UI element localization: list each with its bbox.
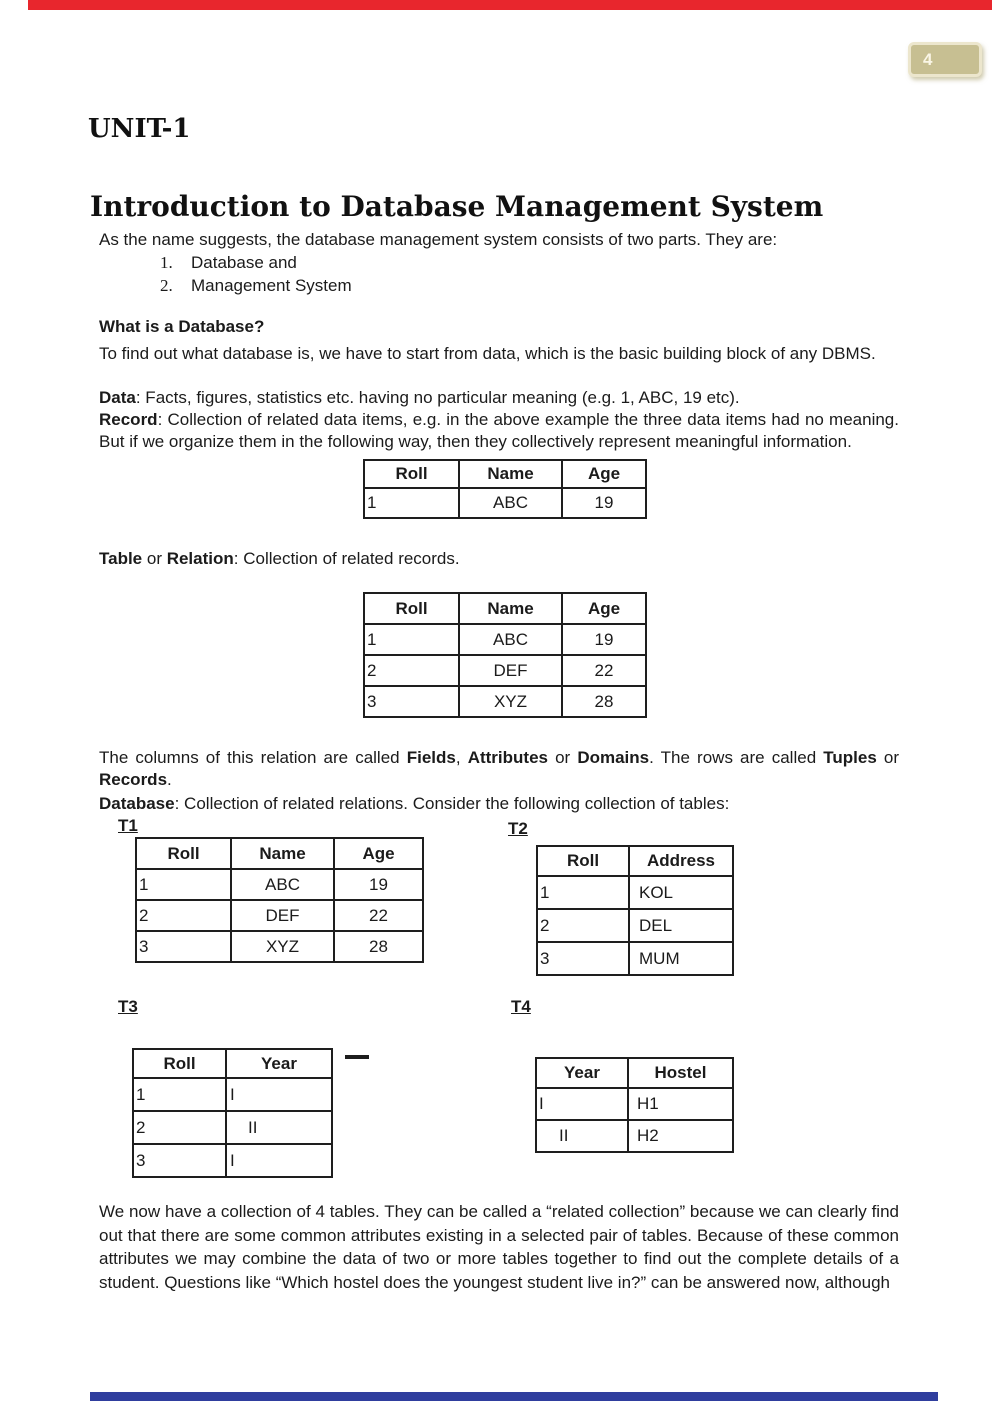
- table-cell: H1: [628, 1088, 733, 1120]
- table-cell: 19: [562, 624, 646, 655]
- column-header: Name: [231, 838, 334, 869]
- column-header: Roll: [537, 846, 629, 876]
- column-header: Roll: [364, 460, 459, 488]
- list-item-text: Management System: [191, 276, 352, 295]
- fields-paragraph-text: or: [547, 748, 578, 767]
- table-t4: [535, 1057, 734, 1153]
- section-heading-what-is-a-database: What is a Database?: [99, 317, 265, 336]
- table-cell: ABC: [459, 488, 562, 518]
- column-header: Roll: [133, 1049, 226, 1078]
- data-definition-text: : Facts, figures, statistics etc. having no particular meaning (e.g. 1, ABC, 19 etc).: [135, 388, 740, 407]
- table-row: [133, 1144, 332, 1177]
- table-cell: 2: [133, 1111, 226, 1144]
- page-number: 4: [923, 50, 933, 69]
- list-item: [160, 274, 352, 297]
- table-cell: 22: [334, 900, 423, 931]
- table-cell: 3: [537, 942, 629, 975]
- numbered-list: [160, 251, 352, 297]
- list-item-text: Database and: [191, 253, 297, 272]
- table-header-row: [537, 846, 733, 876]
- table-row: [537, 942, 733, 975]
- relation-definition-text: : Collection of related records.: [233, 549, 460, 568]
- table-row: [364, 624, 646, 655]
- fields-paragraph-text: .: [167, 770, 172, 789]
- table-header-row: [133, 1049, 332, 1078]
- table-row: [136, 900, 423, 931]
- table-row: [136, 869, 423, 900]
- table-cell: 22: [562, 655, 646, 686]
- list-item-number: 2.: [160, 276, 173, 295]
- column-header: Hostel: [628, 1058, 733, 1088]
- table-label-t1: T1: [118, 816, 138, 835]
- column-header: Name: [459, 460, 562, 488]
- column-header: Name: [459, 593, 562, 624]
- column-header: Roll: [364, 593, 459, 624]
- table-t3: [132, 1048, 333, 1178]
- list-item: [160, 251, 352, 274]
- table-cell: 3: [364, 686, 459, 717]
- data-definition: [99, 387, 899, 409]
- table-cell: 2: [537, 909, 629, 942]
- fields-paragraph-text: The columns of this relation are called: [99, 748, 407, 767]
- column-header: Year: [536, 1058, 628, 1088]
- dash-mark: [345, 1055, 369, 1059]
- database-definition-text: : Collection of related relations. Consider the following collection of tables:: [174, 794, 730, 813]
- table-cell: XYZ: [459, 686, 562, 717]
- table-label-t2: T2: [508, 819, 528, 838]
- term-records: Records: [99, 770, 168, 789]
- database-definition: [99, 793, 899, 815]
- page-number-badge: [908, 42, 982, 77]
- unit-title: UNIT-1: [88, 114, 191, 144]
- table-row: [133, 1111, 332, 1144]
- table-row: [133, 1078, 332, 1111]
- table-label-t3: T3: [118, 997, 138, 1016]
- table-row: [536, 1120, 733, 1152]
- table-cell: ABC: [459, 624, 562, 655]
- table-header-row: [536, 1058, 733, 1088]
- table-row: [364, 655, 646, 686]
- fields-paragraph-text: or: [876, 748, 900, 767]
- closing-paragraph: We now have a collection of 4 tables. They can be called a “related collection” because we can clearly find out that there are some common attributes existing in a selected pair of tables. Because of these common attributes we may combine the data of two or more tables together to find out the complete details of a student. Questions like “Which hostel does the youngest student live in?” can be answered now, although: [99, 1202, 899, 1292]
- table-cell: 3: [136, 931, 231, 962]
- fields-paragraph: [99, 747, 899, 791]
- term-domains: Domains: [577, 748, 650, 767]
- relation-definition-text: or: [142, 549, 167, 568]
- what-is-database-paragraph: To find out what database is, we have to start from data, which is the basic building block of any DBMS.: [99, 344, 876, 363]
- term-record: Record: [99, 410, 158, 429]
- bottom-edge-color-bar: [90, 1392, 938, 1401]
- table-cell: II: [536, 1120, 628, 1152]
- intro-paragraph: As the name suggests, the database management system consists of two parts. They are:: [99, 230, 778, 249]
- fields-paragraph-text: ,: [455, 748, 468, 767]
- table-row: [364, 488, 646, 518]
- term-tuples: Tuples: [823, 748, 877, 767]
- table-cell: 2: [136, 900, 231, 931]
- table-cell: DEF: [231, 900, 334, 931]
- record-definition-text: : Collection of related data items, e.g. in the above example the three data items had no meaning. But if we organize them in the following way, then they collectively represent meaningful information.: [99, 410, 899, 451]
- fields-paragraph-text: . The rows are called: [649, 748, 824, 767]
- table-cell: I: [536, 1088, 628, 1120]
- table-cell: 1: [364, 488, 459, 518]
- record-definition: [99, 409, 899, 453]
- term-attributes: Attributes: [467, 748, 548, 767]
- table-cell: 1: [136, 869, 231, 900]
- term-fields: Fields: [406, 748, 456, 767]
- column-header: Year: [226, 1049, 332, 1078]
- top-edge-color-bar: [28, 0, 992, 10]
- table-cell: 28: [562, 686, 646, 717]
- table-cell: 1: [537, 876, 629, 909]
- column-header: Age: [562, 593, 646, 624]
- table-label-t4: T4: [511, 997, 531, 1016]
- table-cell: XYZ: [231, 931, 334, 962]
- table-cell: DEF: [459, 655, 562, 686]
- table-cell: ABC: [231, 869, 334, 900]
- table-relation-example: [363, 592, 647, 718]
- table-header-row: [364, 593, 646, 624]
- table-row: [537, 876, 733, 909]
- column-header: Address: [629, 846, 733, 876]
- table-cell: KOL: [629, 876, 733, 909]
- table-record-example: [363, 459, 647, 519]
- table-header-row: [136, 838, 423, 869]
- table-cell: 3: [133, 1144, 226, 1177]
- table-cell: DEL: [629, 909, 733, 942]
- relation-definition: [99, 548, 899, 570]
- table-cell: 1: [133, 1078, 226, 1111]
- table-t2: [536, 845, 734, 976]
- term-relation: Relation: [166, 549, 234, 568]
- table-row: [364, 686, 646, 717]
- table-cell: I: [226, 1078, 332, 1111]
- table-cell: 19: [562, 488, 646, 518]
- column-header: Roll: [136, 838, 231, 869]
- table-cell: MUM: [629, 942, 733, 975]
- table-cell: II: [226, 1111, 332, 1144]
- table-header-row: [364, 460, 646, 488]
- term-table: Table: [99, 549, 143, 568]
- table-cell: 2: [364, 655, 459, 686]
- table-cell: 28: [334, 931, 423, 962]
- table-row: [136, 931, 423, 962]
- table-cell: I: [226, 1144, 332, 1177]
- table-cell: H2: [628, 1120, 733, 1152]
- page-title: Introduction to Database Management System: [90, 190, 824, 223]
- table-t1: [135, 837, 424, 963]
- table-row: [537, 909, 733, 942]
- column-header: Age: [334, 838, 423, 869]
- column-header: Age: [562, 460, 646, 488]
- table-cell: 19: [334, 869, 423, 900]
- table-cell: 1: [364, 624, 459, 655]
- term-data: Data: [99, 388, 136, 407]
- list-item-number: 1.: [160, 253, 173, 272]
- table-row: [536, 1088, 733, 1120]
- term-database: Database: [99, 794, 175, 813]
